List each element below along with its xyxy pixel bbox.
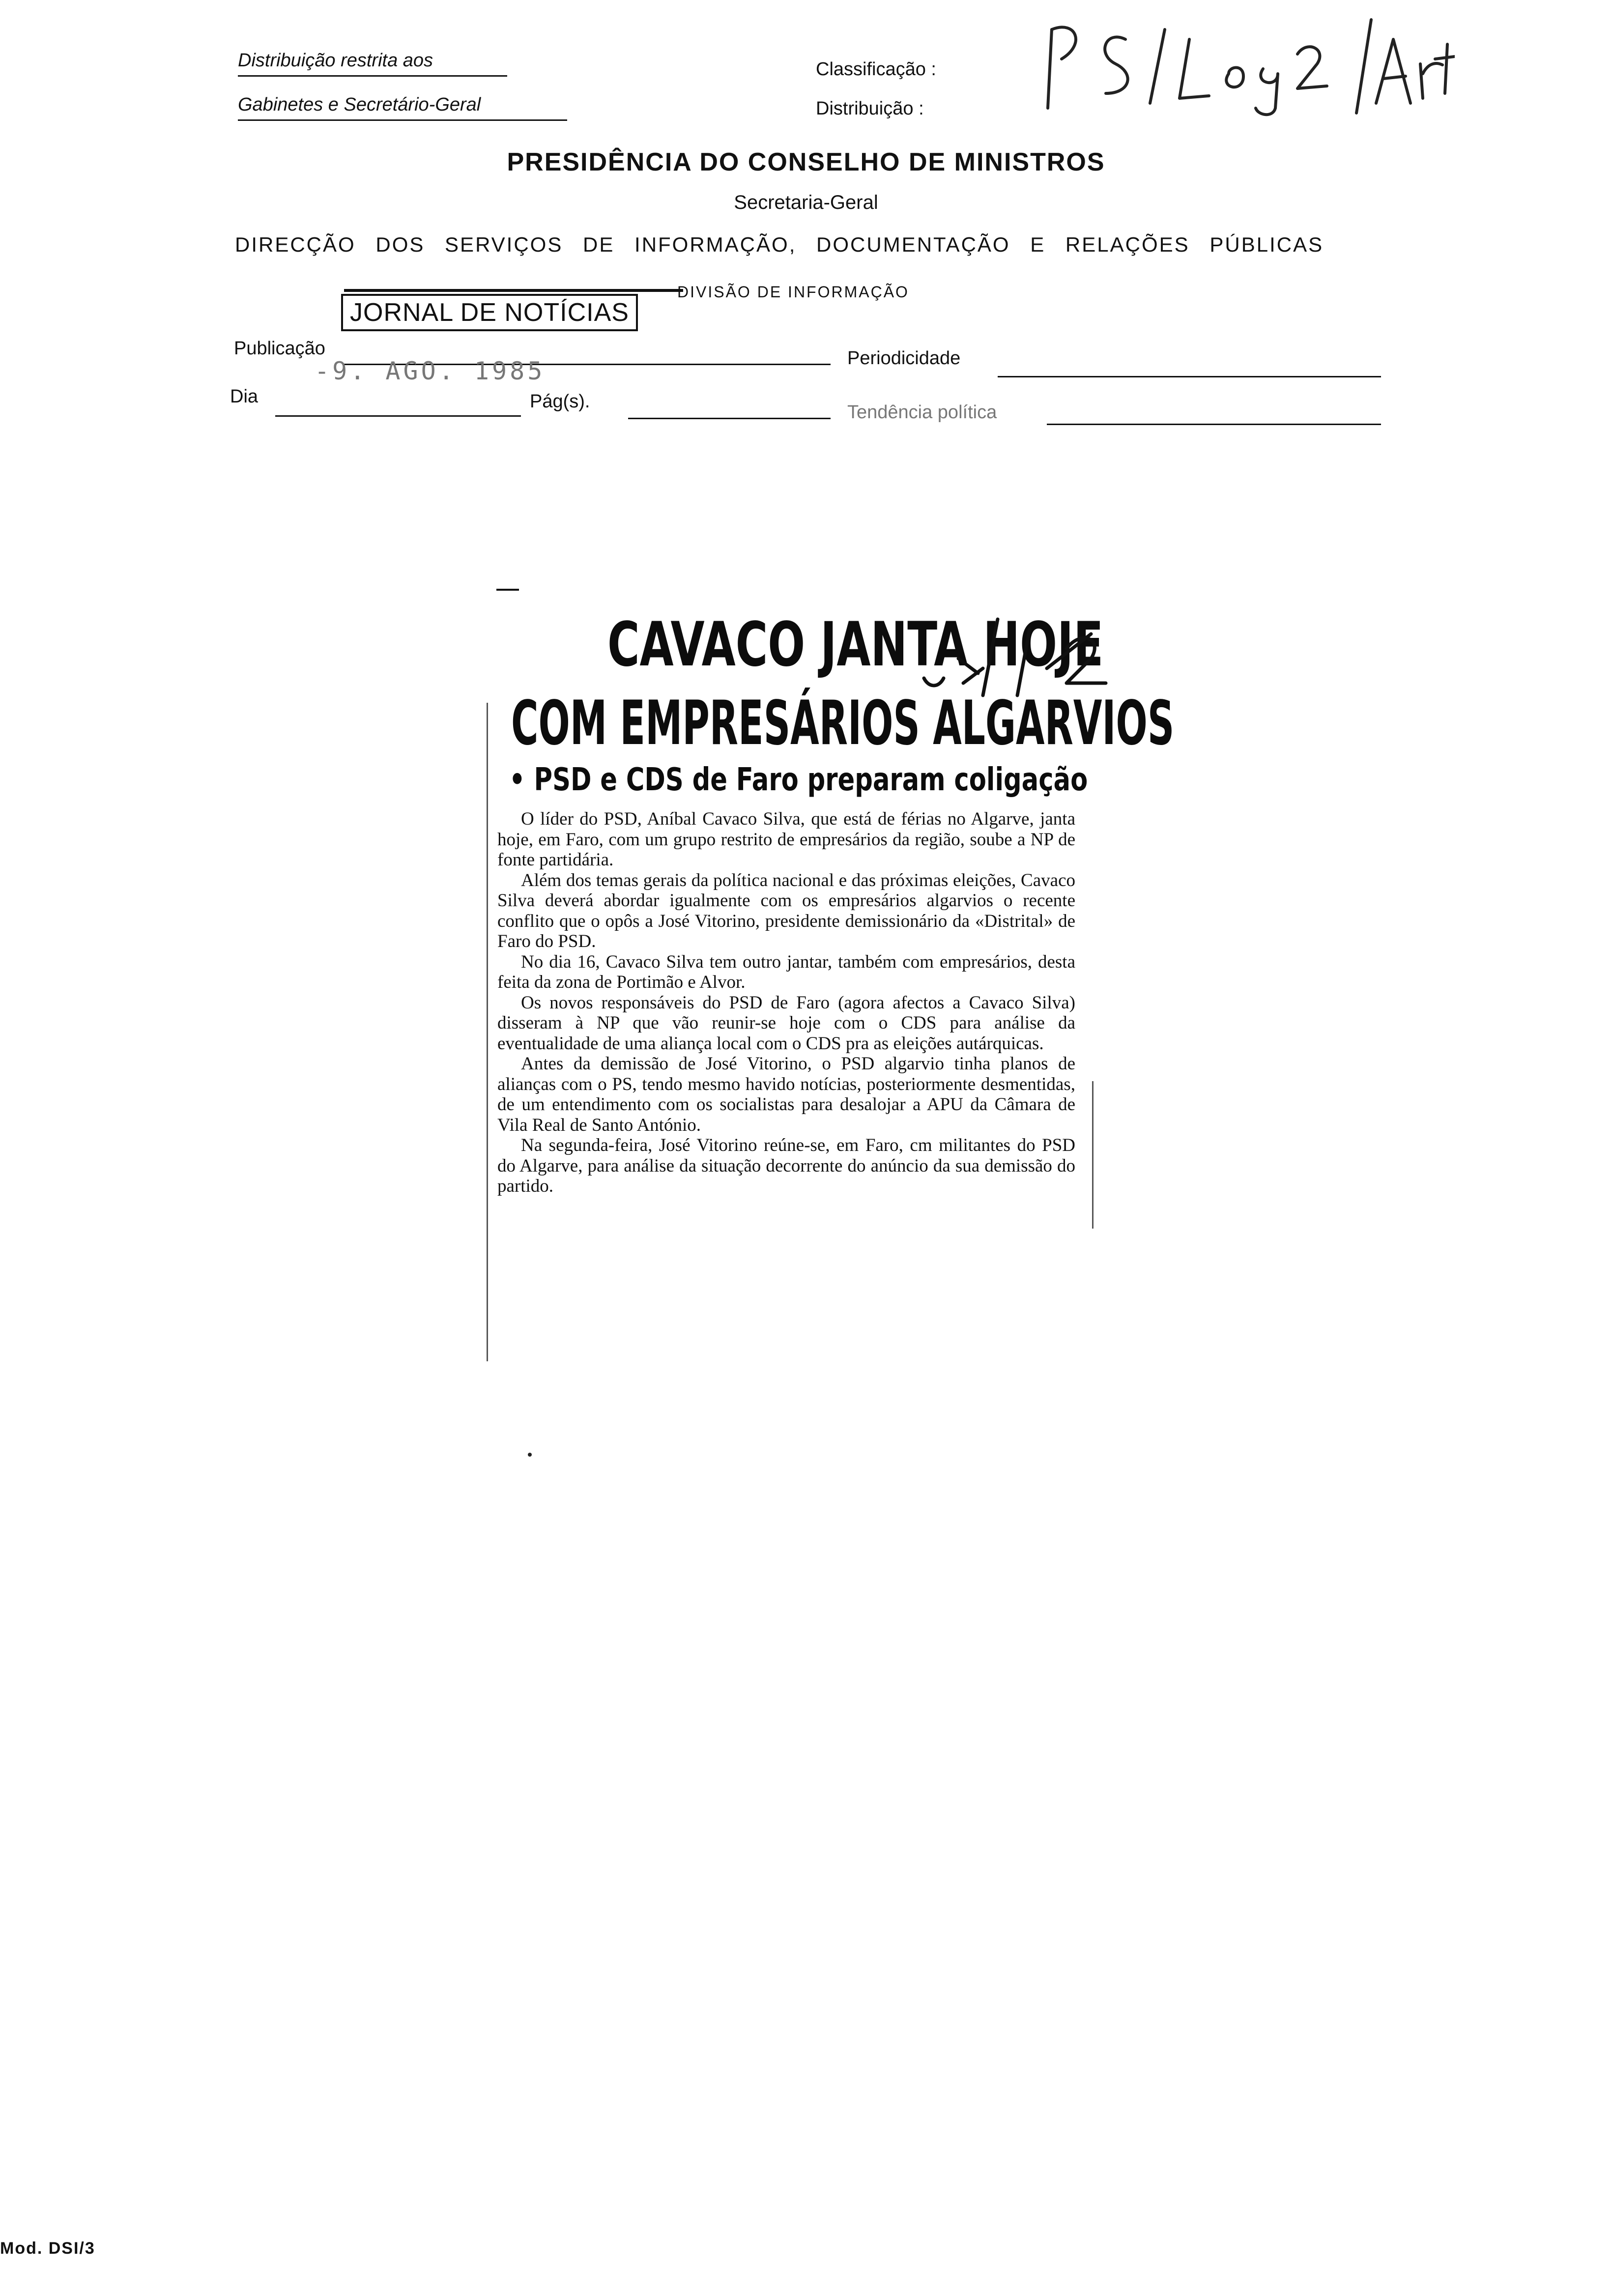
tendency-fill-line (1047, 424, 1381, 425)
restriction-underline-1 (238, 75, 507, 77)
clipping-dash-mark (496, 589, 519, 591)
article-paragraph: Na segunda-feira, José Vitorino reúne-se, em Faro, cm militantes do PSD do Algarve, para análise da situação decorrente do anúncio da sua demissão do partido. (497, 1135, 1075, 1196)
article-paragraph: No dia 16, Cavaco Silva tem outro jantar, também com empresários, desta feita da zona de Portimão e Alvor. (497, 951, 1075, 992)
periodicity-label: Periodicidade (847, 348, 961, 369)
headline-line-1: CAVACO JANTA HOJE (607, 609, 1104, 680)
restriction-line-1: Distribuição restrita aos (238, 50, 433, 71)
restriction-line-2: Gabinetes e Secretário-Geral (238, 94, 481, 115)
article-body (497, 809, 1075, 1197)
newspaper-stamp: JORNAL DE NOTÍCIAS (341, 294, 638, 331)
scan-speck (528, 1453, 532, 1457)
division-label: DIVISÃO DE INFORMAÇÃO (677, 283, 909, 301)
periodicity-fill-line (998, 376, 1381, 377)
directorate-line: DIRECÇÃO DOS SERVIÇOS DE INFORMAÇÃO, DOCUMENTAÇÃO E RELAÇÕES PÚBLICAS (235, 233, 1324, 256)
org-subtitle: Secretaria-Geral (734, 192, 878, 213)
restriction-underline-2 (238, 119, 567, 121)
org-title: PRESIDÊNCIA DO CONSELHO DE MINISTROS (507, 148, 1105, 176)
division-rule (344, 289, 683, 292)
article-paragraph: Os novos responsáveis do PSD de Faro (agora afectos a Cavaco Silva) disseram à NP que vão reunir-se hoje com o CDS para análise da eventualidade de uma aliança local com o CDS pra as eleições autárquicas. (497, 992, 1075, 1054)
clipping-right-edge (1092, 1081, 1094, 1229)
date-stamp: -9. AGO. 1985 (315, 357, 546, 385)
handwritten-annotation-signature (835, 609, 1111, 698)
form-code: Mod. DSI/3 (0, 2239, 95, 2258)
publication-label: Publicação (234, 338, 325, 359)
classification-label: Classificação : (816, 59, 936, 80)
article-paragraph: Antes da demissão de José Vitorino, o PSD algarvio tinha planos de alianças com o PS, tendo mesmo havido notícias, posteriormente desmentidas, de um entendimento com os socialistas para desalojar a APU da Câmara de Vila Real de Santo António. (497, 1054, 1075, 1135)
distribution-label: Distribuição : (816, 98, 924, 119)
handwritten-reference-signature (1032, 10, 1455, 123)
pages-fill-line (628, 418, 831, 419)
article-paragraph: O líder do PSD, Aníbal Cavaco Silva, que está de férias no Algarve, janta hoje, em Faro, com um grupo restrito de empresários da região, soube a NP de fonte partidária. (497, 809, 1075, 870)
day-fill-line (275, 415, 521, 417)
day-label: Dia (230, 386, 259, 407)
article-paragraph: Além dos temas gerais da política nacional e das próximas eleições, Cavaco Silva deverá abordar igualmente com os empresários algarvios o recente conflito que o opôs a José Vitorino, presidente demissionário da «Distrital» de Faro do PSD. (497, 870, 1075, 951)
headline-line-2: COM EMPRESÁRIOS ALGARVIOS (511, 688, 1175, 759)
tendency-label: Tendência política (847, 402, 997, 423)
pages-label: Pág(s). (530, 391, 590, 412)
clipping-left-edge (487, 703, 488, 1361)
article-subhead: • PSD e CDS de Faro preparam coligação (509, 762, 1088, 798)
